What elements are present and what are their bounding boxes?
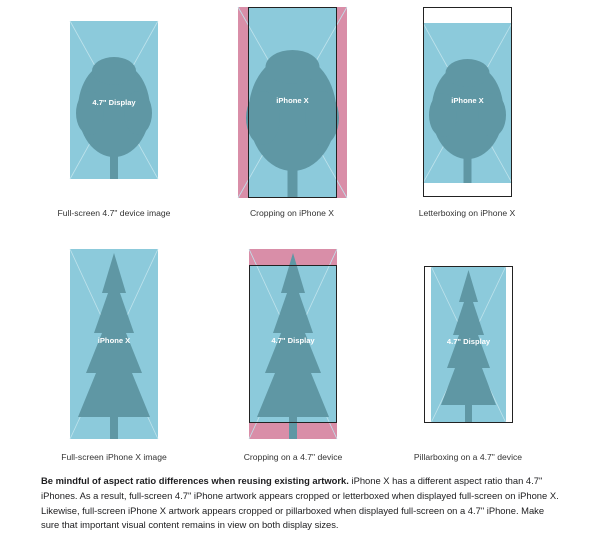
cropped-area-right — [337, 7, 347, 198]
figure-cropping-on-iphone-x — [238, 7, 347, 198]
aspect-ratio-guidance — [41, 474, 563, 533]
figure-cropping-on-47-device — [249, 249, 337, 439]
figure-letterboxing-on-iphone-x — [423, 7, 512, 197]
caption-full-screen-47-image: Full-screen 4.7" device image — [57, 208, 171, 218]
display-label: iPhone X — [451, 96, 484, 105]
display-label: iPhone X — [276, 96, 309, 105]
cropped-area-left — [238, 7, 248, 198]
guidance-heading: Be mindful of aspect ratio differences when reusing existing artwork. — [41, 475, 349, 486]
figure-1-graphic — [70, 21, 158, 179]
figure-4-graphic — [70, 249, 158, 439]
display-label: 4.7" Display — [446, 337, 491, 346]
caption-letterboxing-on-iphone-x: Letterboxing on iPhone X — [418, 208, 516, 218]
caption-cropping-on-iphone-x: Cropping on iPhone X — [249, 208, 335, 218]
figure-pillarboxing-on-47-device — [424, 266, 513, 423]
figure-3-graphic — [423, 7, 512, 197]
caption-pillarboxing-on-47-device: Pillarboxing on a 4.7" device — [413, 452, 523, 462]
caption-cropping-on-47-device: Cropping on a 4.7" device — [243, 452, 343, 462]
figure-full-screen-iphone-x-image — [70, 249, 158, 439]
figure-full-screen-47-image — [70, 21, 158, 179]
figure-5-graphic — [249, 249, 337, 439]
figure-2-graphic — [238, 7, 347, 198]
caption-full-screen-iphone-x-image: Full-screen iPhone X image — [61, 452, 167, 462]
figure-6-graphic — [424, 266, 513, 423]
display-label: 4.7" Display — [92, 98, 136, 107]
display-label: 4.7" Display — [271, 336, 315, 345]
guidance-body: iPhone X has a different aspect ratio than 4.7" iPhones. As a result, full-screen 4.7" iPhone artwork appears cropped or letterboxed when displayed full-screen on iPhone X. Likewise, full-screen iPhone X artwork appears cropped or pillarboxed when displayed full-screen on a 4.7" iPhone. Make sure that important visual content remains in view on both display sizes. — [41, 475, 559, 531]
display-label: iPhone X — [97, 336, 131, 345]
